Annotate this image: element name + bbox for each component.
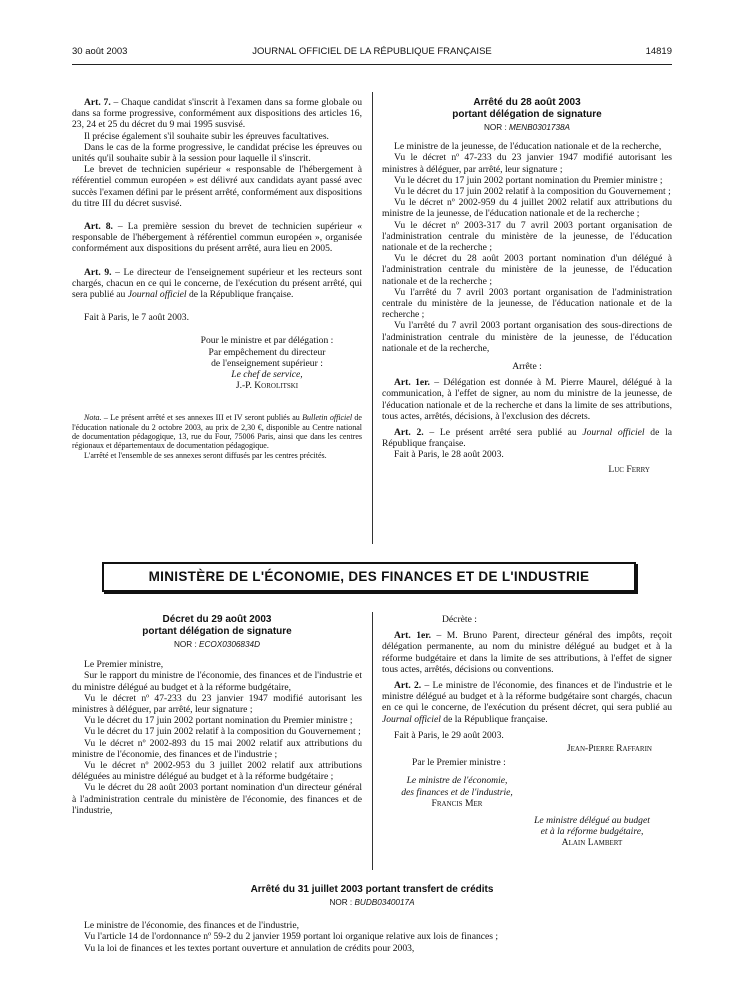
title-line-2: portant délégation de signature — [142, 626, 292, 637]
article-2 — [382, 427, 672, 449]
minister-title: Le ministre de l'économie, — [406, 775, 508, 787]
page-number: 14819 — [645, 46, 672, 57]
visa-paragraph: Le Premier ministre, — [84, 659, 164, 671]
nor-label: NOR : — [173, 640, 200, 649]
title-line-1: Décret du 29 août 2003 — [162, 614, 272, 625]
title-line-2: portant délégation de signature — [452, 109, 602, 120]
art9-label: Art. 9. — [84, 266, 112, 278]
art2-italic: Journal officiel — [382, 713, 441, 725]
art1-label: Art. 1er. — [394, 377, 430, 389]
sig-line: Par empêchement du directeur — [208, 346, 326, 358]
paragraph: Il précise également s'il souhaite subir les épreuves facultatives. — [84, 130, 329, 142]
nor-reference — [72, 897, 672, 908]
visa-paragraph: Sur le rapport du ministre de l'économie, des finances et de l'industrie et du ministre délégué au budget et à la réforme budgétaire, — [72, 670, 362, 693]
art2-text-a: – Le présent arrêté sera publié au — [423, 427, 583, 439]
nor-reference — [72, 639, 362, 650]
ministry-banner — [102, 562, 636, 592]
visa-paragraph: Vu la loi de finances et les textes portant ouverture et annulation de crédits pour 2003, — [84, 942, 415, 954]
left-bottom-column — [72, 614, 362, 816]
visa-paragraph: Vu le décret du 28 août 2003 portant nomination d'un directeur général à l'administration centrale du ministère de l'économie, des finances et de l'industrie, — [72, 782, 362, 816]
visa-paragraph: Vu le décret nº 2002-959 du 4 juillet 2002 relatif aux attributions du ministre de la jeunesse, de l'éducation nationale et de la recherche ; — [382, 197, 672, 220]
visa-paragraph: Vu l'article 14 de l'ordonnance nº 59-2 du 2 janvier 1959 portant loi organique relative aux lois de finances ; — [84, 931, 499, 943]
art9-italic: Journal officiel — [127, 289, 187, 301]
minister-name: Alain Lambert — [561, 837, 623, 849]
nor-label: NOR : — [329, 898, 355, 907]
visa-paragraph: Vu le décret du 17 juin 2002 portant nomination du Premier ministre ; — [84, 715, 353, 727]
header-date: 30 août 2003 — [72, 46, 128, 57]
visa-paragraph: Vu le décret nº 47-233 du 23 janvier 1947 modifié autorisant les ministres à déléguer, par arrêté, leur signature ; — [382, 152, 672, 175]
signature-block — [172, 335, 362, 391]
visa-paragraph: Vu le décret du 28 août 2003 portant nomination d'un délégué à l'administration centrale du ministère de la jeunesse, de l'éducation nationale et de la recherche ; — [382, 253, 672, 287]
visa-paragraph: Le ministre de la jeunesse, de l'éducation nationale et de la recherche, — [394, 141, 662, 153]
visa-paragraph: Vu le décret nº 47-233 du 23 janvier 1947 modifié autorisant les ministres à déléguer, par arrêté, leur signature ; — [72, 692, 362, 716]
nota-label: Nota. — [84, 413, 102, 423]
visa-paragraph: Vu le décret nº 2002-953 du 3 juillet 2002 relatif aux attributions déléguées au ministre délégué au budget et à la réforme budgétaire ; — [72, 760, 362, 783]
fait-a-paris: Fait à Paris, le 28 août 2003. — [394, 449, 504, 461]
column-divider — [372, 612, 373, 870]
art2-label: Art. 2. — [394, 427, 424, 439]
arrete-title: Arrêté du 31 juillet 2003 portant transfert de crédits — [250, 884, 494, 895]
sig-line: de l'enseignement supérieur : — [211, 357, 323, 369]
art1-text: – Délégation est donnée à M. Pierre Maurel, délégué à la communication, à l'effet de signer, au nom du ministre de la jeunesse, de l'éducation nationale et de la recherche et dans la limite de ses attributions, tous actes, arrêtés, décisions, à l'exclusion des décrets. — [382, 377, 672, 422]
arrete-heading: Arrête : — [512, 361, 542, 373]
nota-text-b: de l'éducation nationale du 2 octobre 2003, au prix de 2,30 €, disponible au Centre national de documentation pédagogique, 13, rue du Four, 75006 Paris, ainsi que dans les centres régionaux et départementaux de documentation pédagogique. — [72, 413, 362, 451]
par-premier-ministre: Par le Premier ministre : — [412, 757, 506, 769]
sig-line: Pour le ministre et par délégation : — [200, 335, 334, 347]
visa-list — [382, 141, 672, 354]
art2-italic: Journal officiel — [582, 427, 645, 439]
art8-label: Art. 8. — [84, 221, 113, 233]
journal-title: JOURNAL OFFICIEL DE LA RÉPUBLIQUE FRANÇAISE — [252, 46, 492, 57]
nor-code: ECOX0306834D — [199, 640, 261, 649]
nota-paragraph — [72, 413, 362, 450]
visa-paragraph: Vu l'arrêté du 7 avril 2003 portant organisation des sous-directions de l'administration centrale du ministère de la jeunesse, de l'éducation nationale et de la recherche, — [382, 320, 672, 354]
minister-signature-2 — [512, 815, 672, 849]
decret-title — [72, 614, 362, 638]
visa-paragraph: Vu le décret nº 2003-317 du 7 avril 2003 portant organisation de l'administration centrale du ministère de la jeunesse, de l'éducation nationale et de la recherche ; — [382, 219, 672, 254]
minister-title: et à la réforme budgétaire, — [540, 826, 644, 838]
signer-name: Jean-Pierre Raffarin — [566, 743, 652, 755]
decrete-heading: Décrète : — [442, 614, 477, 625]
article-1 — [382, 377, 672, 422]
art1-text: – M. Bruno Parent, directeur général des impôts, reçoit délégation permanente, au nom du ministre délégué au budget et à la réforme budgétaire et dans la limite de ses attributions, à l'effet de signer tous actes, arrêtés, décisions ou conventions. — [382, 630, 672, 675]
art9-text-a: – Le directeur de l'enseignement supérieur et les recteurs sont chargés, chacun en ce qui le concerne, de l'exécution du présent arrêté, qui sera publié au — [72, 266, 362, 301]
paragraph: Le brevet de technicien supérieur « responsable de l'hébergement à référentiel commun européen » est délivré aux candidats ayant passé avec succès l'examen défini par le présent arrêté, conformément aux dispositions du titre III du décret susvisé. — [72, 164, 362, 209]
nor-label: NOR : — [483, 123, 510, 132]
page-header — [72, 46, 672, 60]
art7-label: Art. 7. — [84, 97, 111, 108]
title-line-1: Arrêté du 28 août 2003 — [473, 97, 581, 108]
minister-name: Francis Mer — [431, 797, 483, 809]
nota-italic: Bulletin officiel — [302, 413, 353, 423]
arrete-title — [382, 97, 672, 121]
article-1 — [382, 630, 672, 675]
article-2 — [382, 680, 672, 725]
fait-a-paris: Fait à Paris, le 29 août 2003. — [394, 729, 504, 741]
visa-paragraph: Vu le décret du 17 juin 2002 relatif à la composition du Gouvernement ; — [394, 186, 671, 198]
art7-text: – Chaque candidat s'inscrit à l'examen dans sa forme globale ou dans sa forme progressive, conformément aux dispositions des articles 16, 23, 24 et 25 du décret du 9 mai 1995 susvisé. — [72, 97, 362, 131]
signer-name: J.-P. Korolitski — [235, 380, 299, 392]
visa-paragraph: Le ministre de l'économie, des finances et de l'industrie, — [84, 920, 299, 932]
minister-title: Le ministre délégué au budget — [534, 815, 650, 827]
art2-label: Art. 2. — [394, 680, 422, 692]
nota-paragraph-2: L'arrêté et l'ensemble de ses annexes seront diffusés par les centres précités. — [84, 450, 327, 460]
visa-paragraph: Vu le décret nº 2002-893 du 15 mai 2002 relatif aux attributions du ministre de l'économie, des finances et de l'industrie ; — [72, 737, 362, 760]
visa-paragraph: Vu l'arrêté du 7 avril 2003 portant organisation de l'administration centrale du ministère de la jeunesse, de l'éducation nationale et de la recherche ; — [382, 286, 672, 321]
nota-text-a: – Le présent arrêté et ses annexes III et IV seront publiés au — [101, 413, 303, 423]
ministry-name: MINISTÈRE DE L'ÉCONOMIE, DES FINANCES ET DE L'INDUSTRIE — [148, 569, 590, 584]
article-7 — [72, 97, 362, 131]
visa-paragraph: Vu le décret du 17 juin 2002 portant nomination du Premier ministre ; — [394, 174, 663, 186]
minister-title: des finances et de l'industrie, — [401, 786, 513, 798]
header-rule — [72, 64, 672, 65]
art2-text-b: de la République française. — [440, 713, 548, 725]
art8-text: – La première session du brevet de technicien supérieur « responsable de l'hébergement à référentiel commun européen », organisée conformément aux dispositions du présent arrêté, aura lieu en 2005. — [72, 221, 362, 255]
left-top-column — [72, 97, 362, 460]
column-divider — [372, 92, 373, 544]
nota — [72, 413, 362, 459]
signer-name: Luc Ferry — [608, 463, 650, 475]
nor-reference — [382, 122, 672, 133]
sig-line: Le chef de service, — [231, 369, 303, 381]
bottom-arrete — [72, 884, 672, 954]
right-top-column — [382, 97, 672, 475]
art1-label: Art. 1er. — [394, 630, 432, 642]
right-bottom-column — [382, 614, 672, 849]
nor-code: MENB0301738A — [509, 123, 571, 132]
art2-text-b: de la République française. — [382, 427, 672, 450]
article-9 — [72, 267, 362, 301]
visa-paragraph: Vu le décret du 17 juin 2002 relatif à la composition du Gouvernement ; — [84, 726, 361, 738]
fait-a-paris: Fait à Paris, le 7 août 2003. — [84, 312, 189, 324]
minister-signature-1 — [382, 775, 532, 809]
visa-list — [72, 920, 672, 954]
art9-text-b: de la République française. — [186, 289, 294, 301]
visa-list — [72, 659, 362, 816]
article-8 — [72, 221, 362, 255]
art2-text-a: – Le ministre de l'économie, des finances et de l'industrie et le ministre délégué au budget et à la réforme budgétaire sont chargés, chacun en ce qui le concerne, de l'exécution du présent décret, qui sera publié au — [382, 680, 673, 714]
paragraph: Dans le cas de la forme progressive, le candidat précise les épreuves ou unités qu'il souhaite subir à la session pour laquelle il s'inscrit. — [72, 141, 362, 165]
nor-code: BUDB0340017A — [354, 898, 415, 907]
